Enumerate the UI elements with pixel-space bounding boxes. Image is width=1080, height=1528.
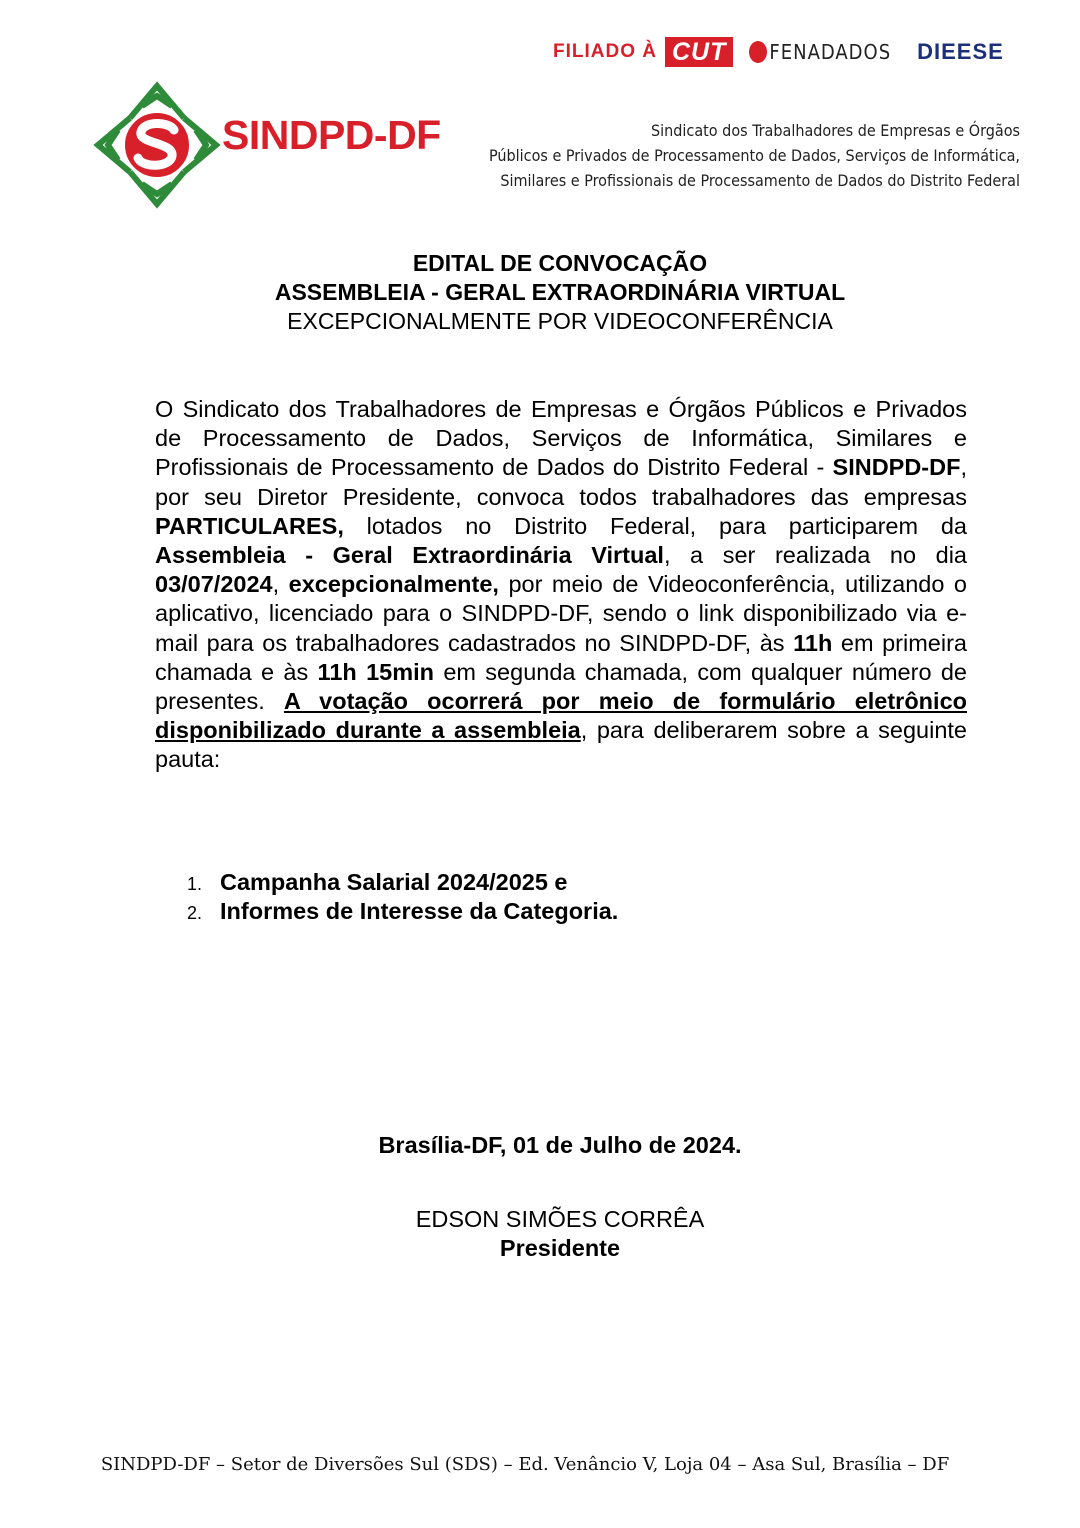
body-bold-segment: excepcionalmente, <box>288 571 499 598</box>
meeting-date: 03/07/2024 <box>155 571 273 598</box>
cut-logo: CUT <box>665 37 733 67</box>
date-place-line: Brasília-DF, 01 de Julho de 2024. <box>378 1132 742 1158</box>
fenadados-mark-icon <box>749 41 767 63</box>
body-text-segment: por meio de Videoconferência, utilizando o aplicativo, licenciado para o SINDPD-DF, sendo o link disponibilizado via e-mail para os trabalhadores cadastrados no SINDPD-DF, às <box>155 571 968 656</box>
title-line-3: EXCEPCIONALMENTE POR VIDEOCONFERÊNCIA <box>287 308 833 334</box>
title-line-2: ASSEMBLEIA - GERAL EXTRAORDINÁRIA VIRTUAL <box>274 279 846 305</box>
union-name-line: Similares e Profissionais de Processamento de Dados do Distrito Federal <box>500 171 1020 190</box>
logo-text: SINDPD-DF <box>222 112 441 158</box>
union-name-line: Sindicato dos Trabalhadores de Empresas e Órgãos <box>651 121 1020 140</box>
title-line-1: EDITAL DE CONVOCAÇÃO <box>412 250 708 276</box>
body-text-segment: em segunda chamada, com qualquer número de presentes. <box>155 658 967 715</box>
body-bold-segment: PARTICULARES, <box>155 512 344 539</box>
fenadados-logo-text: FENADADOS <box>769 40 892 64</box>
union-full-name <box>460 118 1020 193</box>
list-item-number: 1. <box>187 874 203 894</box>
first-call-time: 11h <box>793 629 833 656</box>
list-item <box>187 898 947 927</box>
footer-address: SINDPD-DF – Setor de Diversões Sul (SDS) – Ed. Venâncio V, Loja 04 – Asa Sul, Brasília – DF <box>100 1454 950 1475</box>
body-text-segment: , a ser realizada no dia <box>663 542 967 569</box>
body-bold-segment: SINDPD-DF <box>832 454 961 481</box>
body-text-segment: , <box>272 571 289 598</box>
document-title <box>0 249 1080 336</box>
affiliation-label: FILIADO À <box>553 41 657 62</box>
list-item-text: Campanha Salarial 2024/2025 e <box>220 869 568 895</box>
list-item <box>187 869 947 898</box>
body-text-segment: em primeira chamada e às <box>155 629 967 685</box>
dieese-logo: DIEESE <box>917 39 1004 64</box>
second-call-time: 11h 15min <box>317 658 434 685</box>
list-item-number: 2. <box>187 903 203 923</box>
voting-notice: A votação ocorrerá por meio de formulário eletrônico disponibilizado durante a assembleia <box>155 688 967 744</box>
body-text-segment: , para deliberarem sobre a seguinte pauta: <box>155 717 967 773</box>
body-text-segment: lotados no Distrito Federal, para participarem da <box>343 512 967 539</box>
union-name-line: Públicos e Privados de Processamento de Dados, Serviços de Informática, <box>488 146 1020 165</box>
convocation-paragraph <box>155 395 967 775</box>
signer-name: EDSON SIMÕES CORRÊA <box>415 1206 705 1232</box>
sindpd-arrows-logo-icon <box>90 78 224 212</box>
agenda-list <box>187 869 947 927</box>
affiliation-bar <box>553 34 1033 70</box>
sindpd-logo <box>90 78 480 212</box>
list-item-text: Informes de Interesse da Categoria. <box>220 898 619 924</box>
signer-role: Presidente <box>499 1235 621 1261</box>
body-text-segment: , por seu Diretor Presidente, convoca todos trabalhadores das empresas <box>155 454 967 510</box>
signature-block <box>0 1205 1080 1263</box>
fenadados-logo <box>749 40 891 64</box>
body-text-segment: O Sindicato dos Trabalhadores de Empresas e Órgãos Públicos e Privados de Processamento de Dados, Serviços de Informática, Similares e Profissionais de Processamento de Dados do Distrito Federal - <box>155 396 967 481</box>
body-bold-segment: Assembleia - Geral Extraordinária Virtual <box>155 542 664 569</box>
